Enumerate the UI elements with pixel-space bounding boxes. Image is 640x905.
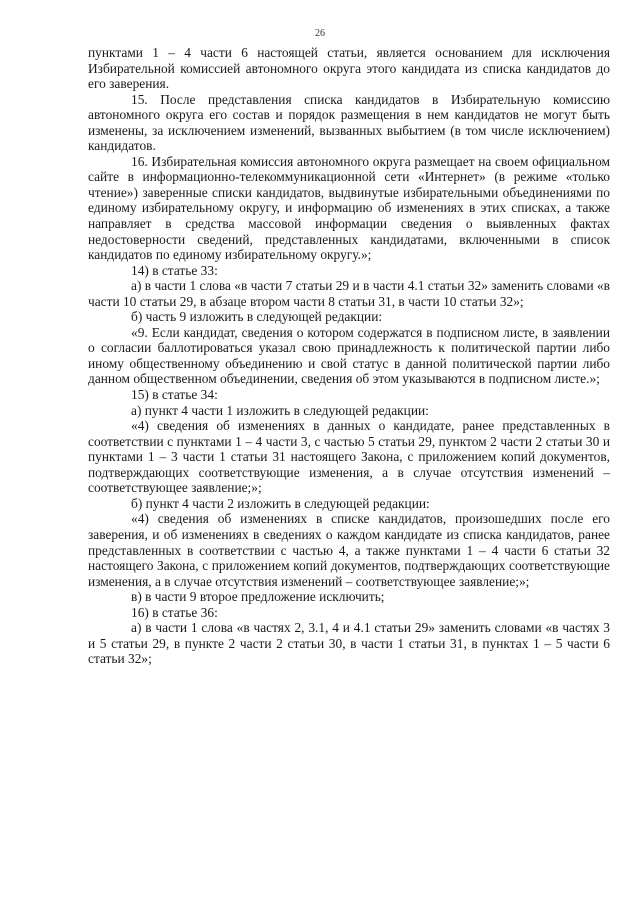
paragraph-article-33-heading: 14) в статье 33: — [131, 262, 218, 278]
paragraph-article-34-v: в) в части 9 второе предложение исключить; — [131, 589, 385, 605]
paragraph-article-34-a: а) пункт 4 части 1 изложить в следующей редакции: — [131, 402, 429, 418]
paragraph-article-33-part-9: «9. Если кандидат, сведения о котором содержатся в подписном листе, в заявлении о согласии баллотироваться указал свою принадлежность к политической партии либо иному общественному объединению и свой статус в данной политической партии либо данном общественном объединении, сведения об этом указываются в подписном листе.»; — [88, 324, 610, 387]
paragraph-article-34-b: б) пункт 4 части 2 изложить в следующей редакции: — [131, 495, 430, 511]
paragraph-item-15: 15. После представления списка кандидатов в Избирательную комиссию автономного округа его состав и порядок размещения в нем кандидатов не могут быть изменены, за исключением изменений, вызванных выбытием (в том числе исключением) кандидатов. — [88, 91, 610, 154]
document-body — [88, 45, 610, 667]
paragraph-article-33-b: б) часть 9 изложить в следующей редакции: — [131, 309, 383, 325]
paragraph-article-33-a: а) в части 1 слова «в части 7 статьи 29 и в части 4.1 статьи 32» заменить словами «в части 10 статьи 29, в абзаце втором части 8 статьи 31, в части 10 статьи 32»; — [88, 278, 610, 309]
paragraph-article-36-heading: 16) в статье 36: — [131, 604, 218, 620]
paragraph-item-16: 16. Избирательная комиссия автономного округа размещает на своем официальном сайте в информационно-телекоммуникационной сети «Интернет» (в режиме «только чтение») заверенные списки кандидатов, выдвинутые избирательными объединениями по единому избирательному округу, и информацию об изменениях в этих списках, а также направляет в средства массовой информации сведения о выявленных фактах недостоверности сведений, представленных кандидатами, включенными в список кандидатов по единому избирательному округу.»; — [88, 153, 610, 263]
paragraph-article-34-heading: 15) в статье 34: — [131, 387, 218, 403]
paragraph-article-34-a-text: «4) сведения об изменениях в данных о кандидате, ранее представленных в соответствии с пунктами 1 – 4 части 3, с частью 5 статьи 29, пунктом 2 части 2 статьи 30 и пунктами 1 – 3 части 1 статьи 31 настоящего Закона, с приложением копий документов, подтверждающих соответствующие изменения, а в случае отсутствия изменений – соответствующее заявление;»; — [88, 418, 610, 496]
page-number: 26 — [315, 28, 325, 39]
paragraph-article-36-a: а) в части 1 слова «в частях 2, 3.1, 4 и 4.1 статьи 29» заменить словами «в частях 3 и 5 статьи 29, в пункте 2 части 2 статьи 30, в части 1 статьи 31, в пунктах 1 – 5 части 6 статьи 32»; — [88, 620, 610, 667]
paragraph-continuation: пунктами 1 – 4 части 6 настоящей статьи, является основанием для исключения Избирательной комиссией автономного округа этого кандидата из списка кандидатов до его заверения. — [88, 45, 610, 92]
paragraph-article-34-b-text: «4) сведения об изменениях в списке кандидатов, произошедших после его заверения, и об изменениях в сведениях о каждом кандидате из списка кандидатов, ранее представленных в соответствии с частью 4, а также пунктами 1 – 4 части 6 статьи 32 настоящего Закона, с приложением копий документов, подтверждающих соответствующие изменения, а в случае отсутствия изменений – соответствующее заявление;»; — [88, 511, 610, 589]
